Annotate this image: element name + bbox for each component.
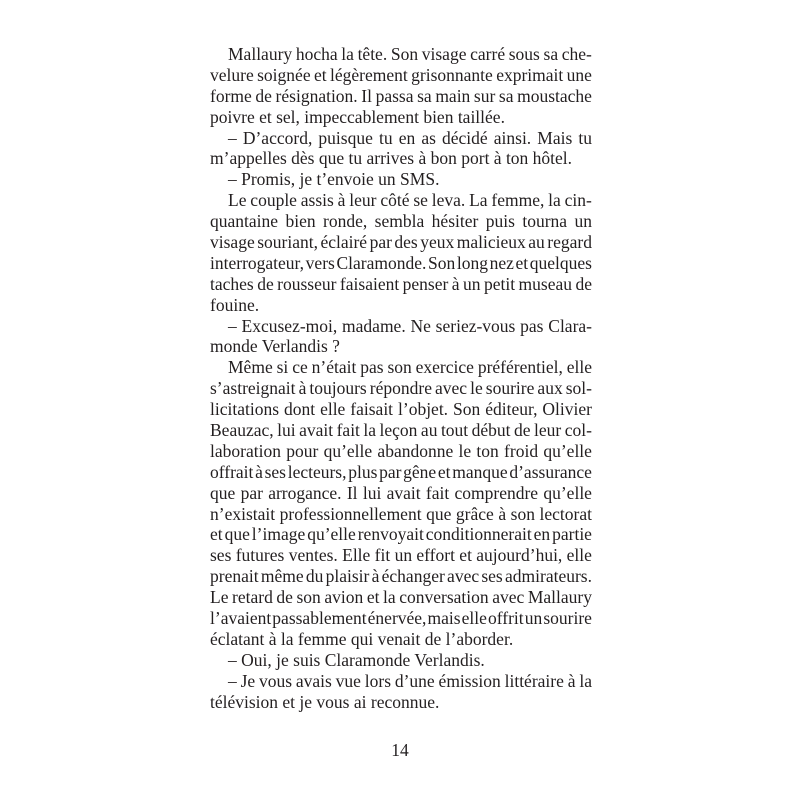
text-line: prenait même du plaisir à échanger avec ses admirateurs. [210, 566, 592, 587]
text-line: licitations dont elle faisait l’objet. Son éditeur, Olivier [210, 399, 592, 420]
text-line: interrogateur, vers Claramonde. Son long nez et quelques [210, 252, 592, 273]
text-line: poivre et sel, impeccablement bien taillée. [210, 106, 505, 127]
text-line: quantaine bien ronde, sembla hésiter puis tourna un [210, 211, 592, 232]
text-line: Même si ce n’était pas son exercice préférentiel, elle [228, 357, 592, 378]
text-line: velure soignée et légèrement grisonnante exprimait une [210, 64, 592, 85]
text-line: – Excusez-moi, madame. Ne seriez-vous pas Clara- [228, 315, 592, 336]
text-line: – D’accord, puisque tu en as décidé ainsi. Mais tu [228, 127, 592, 148]
text-line: n’existait professionnellement que grâce à son lectorat [210, 503, 592, 524]
text-line: l’avaient passablement énervée, mais elle offrit un sourire [210, 608, 592, 629]
text-line: s’astreignait à toujours répondre avec le sourire aux sol- [210, 378, 592, 399]
text-line: visage souriant, éclairé par des yeux malicieux au regard [210, 232, 592, 253]
text-line: – Promis, je t’envoie un SMS. [228, 169, 440, 190]
text-line: Mallaury hocha la tête. Son visage carré sous sa che- [228, 44, 592, 64]
text-line: taches de rousseur faisaient penser à un petit museau de [210, 273, 592, 294]
text-line: éclatant à la femme qui venait de l’aborder. [210, 628, 514, 649]
text-line: monde Verlandis ? [210, 336, 340, 357]
text-line: – Oui, je suis Claramonde Verlandis. [228, 649, 485, 670]
text-line: fouine. [210, 294, 260, 315]
page-number: 14 [391, 740, 409, 760]
text-line: forme de résignation. Il passa sa main sur sa moustache [210, 85, 592, 106]
text-line: que par arrogance. Il lui avait fait comprendre qu’elle [210, 482, 592, 503]
text-line: Beauzac, lui avait fait la leçon au tout début de leur col- [210, 420, 592, 441]
text-line: offrait à ses lecteurs, plus par gêne et manque d’assurance [210, 461, 592, 482]
text-line: m’appelles dès que tu arrives à bon port à ton hôtel. [210, 148, 573, 169]
text-line: Le retard de son avion et la conversation avec Mallaury [210, 587, 592, 608]
text-line: ses futures ventes. Elle fit un effort et aujourd’hui, elle [210, 545, 592, 566]
text-line: et que l’image qu’elle renvoyait conditionnerait en partie [210, 524, 592, 545]
text-line: Le couple assis à leur côté se leva. La femme, la cin- [228, 190, 592, 211]
text-line: laboration pour qu’elle abandonne le ton froid qu’elle [210, 440, 592, 461]
body-text [210, 44, 592, 713]
text-line: télévision et je vous ai reconnue. [210, 691, 440, 712]
text-line: – Je vous avais vue lors d’une émission littéraire à la [228, 670, 592, 691]
